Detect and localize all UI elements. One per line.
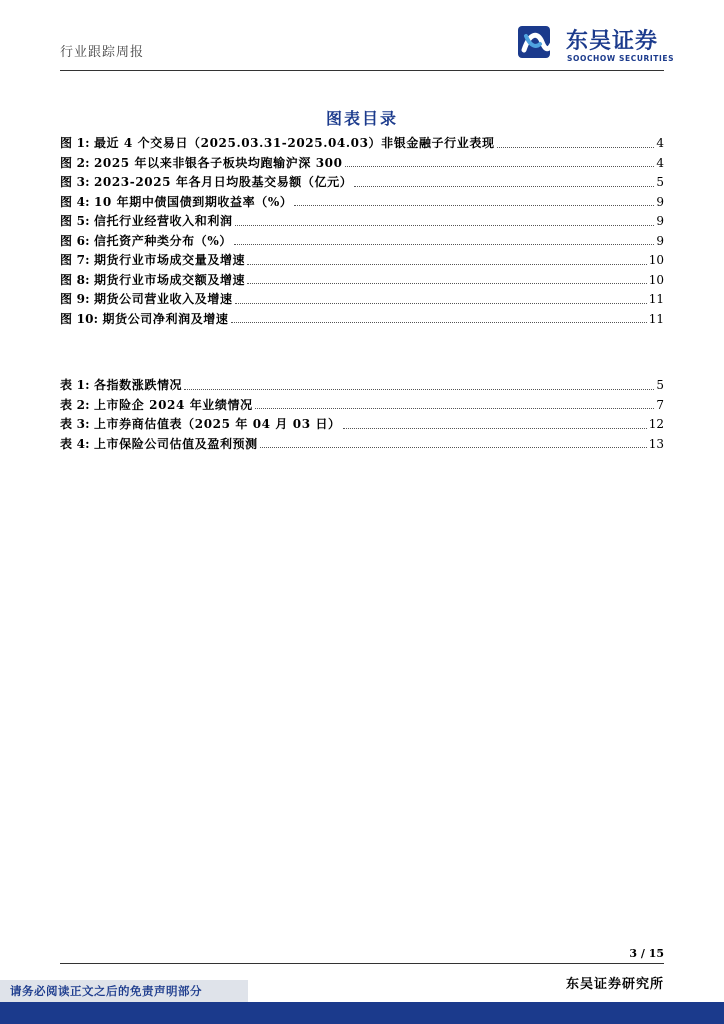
research-institute-name: 东吴证券研究所 [565,977,664,992]
figure-entry-page: 9 [656,214,664,228]
footer-color-band [0,1002,724,1024]
table-entry-label: 表 2: [60,397,90,412]
figure-entry-title: 2023-2025 年各月日均股基交易额（亿元） [93,175,353,189]
dot-leader [345,165,655,167]
figure-entry-page: 4 [656,136,664,150]
figure-entry-title: 2025 年以来非银各子板块均跑输沪深 300 [93,155,343,170]
figure-entry-label: 图 5: [60,214,90,228]
figure-entry-page: 9 [656,194,664,209]
disclaimer-text: 请务必阅读正文之后的免责声明部分 [10,984,202,998]
dot-leader [260,446,647,448]
logo-chinese-name: 东吴证券 [566,29,659,54]
logo-english-name: SOOCHOW SECURITIES [567,54,675,63]
toc-title: 图表目录 [325,109,398,128]
figure-entry-label: 图 9: [60,292,90,306]
table-entry-title: 上市券商估值表（2025 年 04 月 03 日） [93,417,341,431]
soochow-logo-icon [516,22,560,62]
dot-leader [255,407,655,409]
table-entry-page: 12 [648,417,664,431]
figure-entry-label: 图 8: [60,272,90,287]
figure-entry[interactable] [60,212,664,232]
dot-leader [184,388,654,390]
figure-entry[interactable] [60,193,664,213]
figure-entry-label: 图 2: [60,155,90,170]
figure-entry[interactable] [60,310,664,330]
figure-entry-page: 9 [656,233,664,248]
brand-logo [516,22,676,68]
table-entry[interactable] [60,415,664,435]
dot-leader [231,321,647,323]
figure-entry[interactable] [60,271,664,291]
dot-leader [235,224,655,226]
figure-entry-title: 信托资产种类分布（%） [93,233,232,248]
footer-divider [60,963,664,964]
table-entry-page: 13 [648,436,664,451]
table-entry-page: 7 [656,397,664,412]
figure-entry-page: 4 [656,155,664,170]
table-entry-label: 表 1: [60,378,90,392]
figure-entry-page: 11 [648,311,664,326]
figure-entry-page: 10 [648,272,664,287]
table-entry-title: 上市保险公司估值及盈利预测 [93,436,258,451]
figure-entry[interactable] [60,251,664,271]
table-entry-title: 上市险企 2024 年业绩情况 [93,397,253,412]
dot-leader [294,204,654,206]
figure-entry-title: 最近 4 个交易日（2025.03.31-2025.04.03）非银金融子行业表现 [93,136,495,150]
page-number: 3 / 15 [629,947,664,960]
dot-leader [354,185,654,187]
table-index-list [60,376,664,454]
figure-entry-label: 图 1: [60,136,90,150]
dot-leader [247,282,647,284]
figure-entry-page: 11 [648,292,664,306]
figure-entry-label: 图 3: [60,175,90,189]
figure-entry-label: 图 6: [60,233,90,248]
dot-leader [235,302,647,304]
figure-entry-title: 信托行业经营收入和利润 [93,214,233,228]
figure-entry-title: 期货公司净利润及增速 [102,311,229,326]
table-entry[interactable] [60,396,664,416]
report-type-label: 行业跟踪周报 [60,45,145,60]
figure-entry-title: 期货行业市场成交额及增速 [93,272,246,287]
figure-entry-title: 期货公司营业收入及增速 [93,292,233,306]
dot-leader [247,263,647,265]
table-entry-title: 各指数涨跌情况 [93,378,183,392]
figure-entry-title: 10 年期中债国债到期收益率（%） [93,194,293,209]
figure-entry[interactable] [60,134,664,154]
table-entry-page: 5 [656,378,664,392]
figure-index-list [60,134,664,329]
dot-leader [234,243,654,245]
figure-entry-page: 10 [648,253,664,267]
header-divider [60,70,664,71]
figure-entry[interactable] [60,154,664,174]
figure-entry[interactable] [60,232,664,252]
table-entry-label: 表 3: [60,417,90,431]
figure-entry-title: 期货行业市场成交量及增速 [93,253,246,267]
figure-entry-label: 图 4: [60,194,90,209]
disclaimer-banner [0,980,248,1002]
dot-leader [343,427,647,429]
figure-entry[interactable] [60,290,664,310]
table-entry-label: 表 4: [60,436,90,451]
table-entry[interactable] [60,435,664,455]
table-entry[interactable] [60,376,664,396]
figure-entry-label: 图 10: [60,311,99,326]
figure-entry-page: 5 [656,175,664,189]
figure-entry-label: 图 7: [60,253,90,267]
dot-leader [497,146,655,148]
figure-entry[interactable] [60,173,664,193]
